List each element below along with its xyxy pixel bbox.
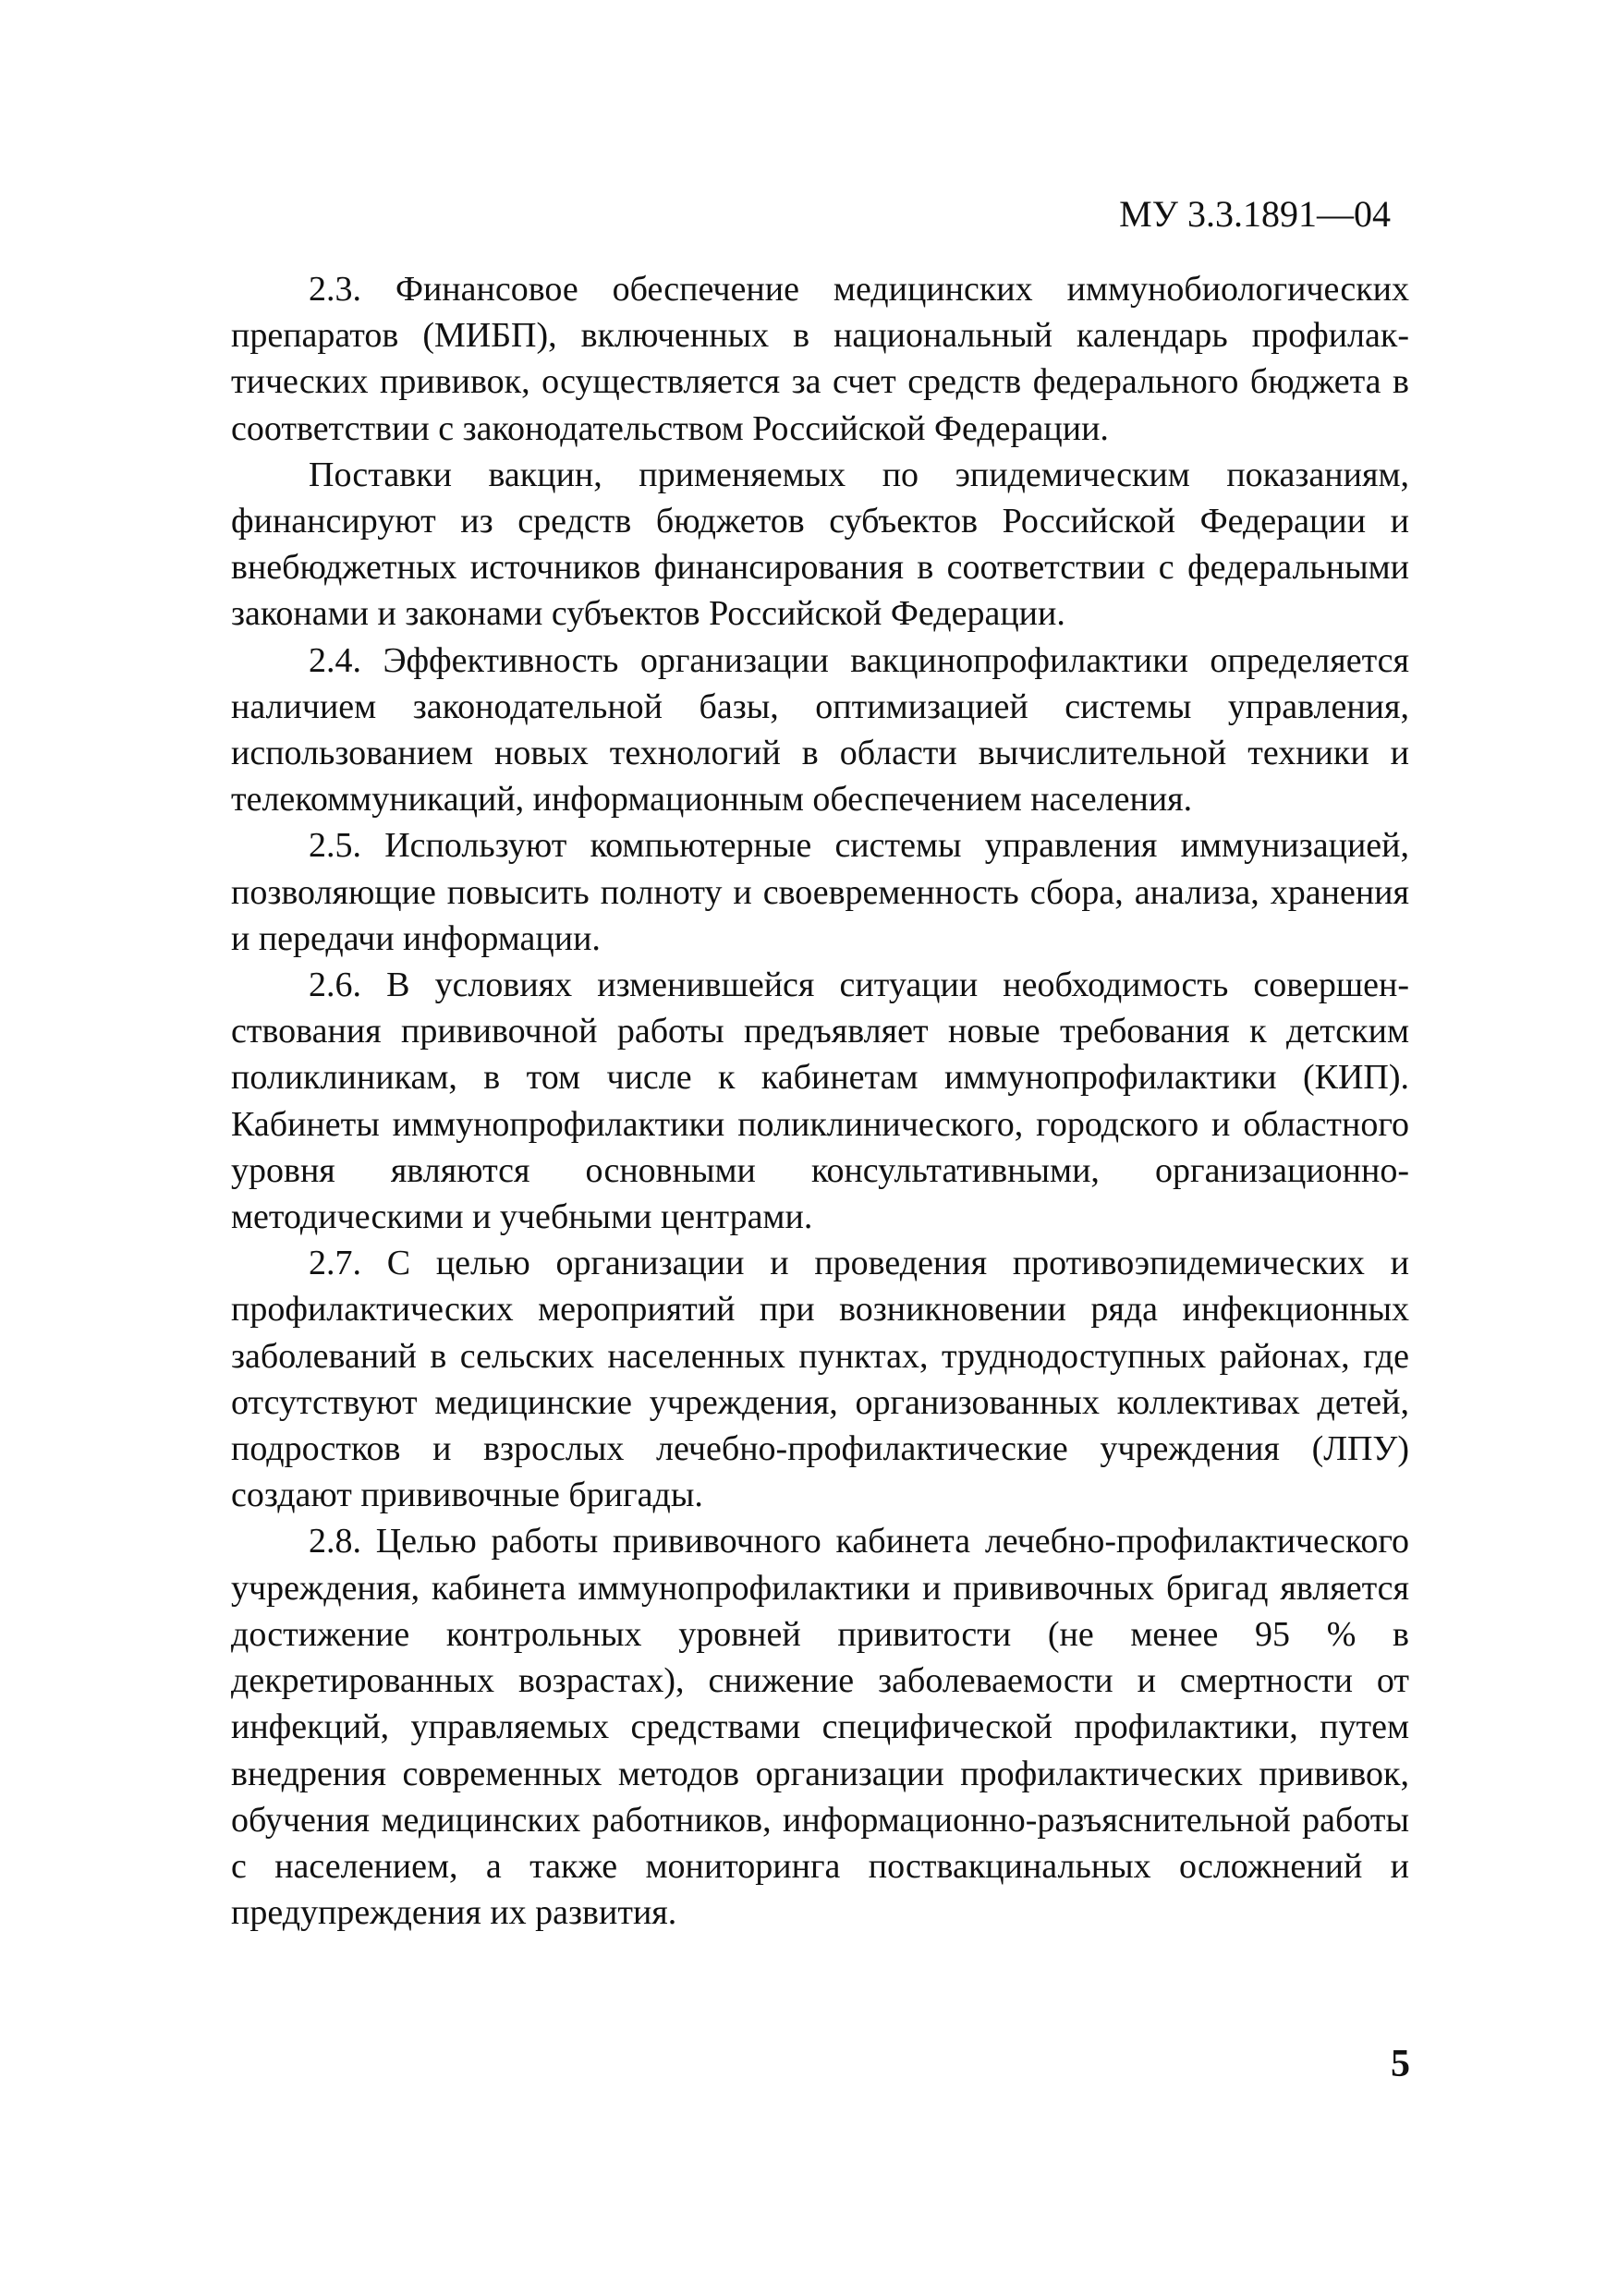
paragraph-2-8: 2.8. Целью работы прививочного кабинета лечебно-профилактического учреждения, кабинета иммунопрофилактики и прививочных бригад является достижение контрольных уровней привитости (не менее 95 % в декретированных возрастах), снижение заболеваемости и смертности от инфекций, управляемых средствами специфической профилактики, путем внедрения современных методов организации профилактических прививок, обучения медицинских работников, информационно-разъяснительной работы с населением, а также мониторинга поствакцинальных осложнений и предупреждения их развития. xyxy=(231,1522,1409,1933)
paragraph-2-7: 2.7. С целью организации и проведения противоэпидемических и профилактических мероприятий при возникновении ряда инфекционных заболеваний в сельских населенных пунктах, труднодоступных районах, где отсутствуют медицинские учреждения, организованных коллективах детей, подростков и взрослых лечебно-профилактические учреждения (ЛПУ) создают прививочные бригады. xyxy=(231,1244,1409,1515)
paragraph-2-3: 2.3. Финансовое обеспечение медицинских иммунобиологических препаратов (МИБП), включенных в национальный календарь профилактических прививок, осуществляется за счет средств федерального бюджета в соответствии с законодательством Российской Федерации. xyxy=(231,270,1409,448)
page-number: 5 xyxy=(1391,2043,1410,2085)
paragraph-2-6: 2.6. В условиях изменившейся ситуации необходимость совершенствования прививочной работы предъявляет новые требования к детским поликлиникам, в том числе к кабинетам иммунопрофилактики (КИП). Кабинеты иммунопрофилактики поликлинического, городского и областного уровня являются основными консультативными, организационно-методическими и учебными центрами. xyxy=(231,966,1409,1237)
paragraph-supply: Поставки вакцин, применяемых по эпидемическим показаниям, финансируют из средств бюджетов субъектов Российской Федерации и внебюджетных источников финансирования в соответствии с федеральными законами и законами субъектов Российской Федерации. xyxy=(231,455,1409,634)
document-code: МУ 3.3.1891—04 xyxy=(1119,193,1391,235)
paragraph-2-5: 2.5. Используют компьютерные системы управления иммунизацией, позволяющие повысить полноту и своевременность сбора, анализа, хранения и передачи информации. xyxy=(231,826,1409,958)
document-body xyxy=(231,266,1409,1936)
paragraph-2-4: 2.4. Эффективность организации вакцинопрофилактики определяется наличием законодательной базы, оптимизацией системы управления, использованием новых технологий в области вычислительной техники и телекоммуникаций, информационным обеспечением населения. xyxy=(231,640,1409,820)
